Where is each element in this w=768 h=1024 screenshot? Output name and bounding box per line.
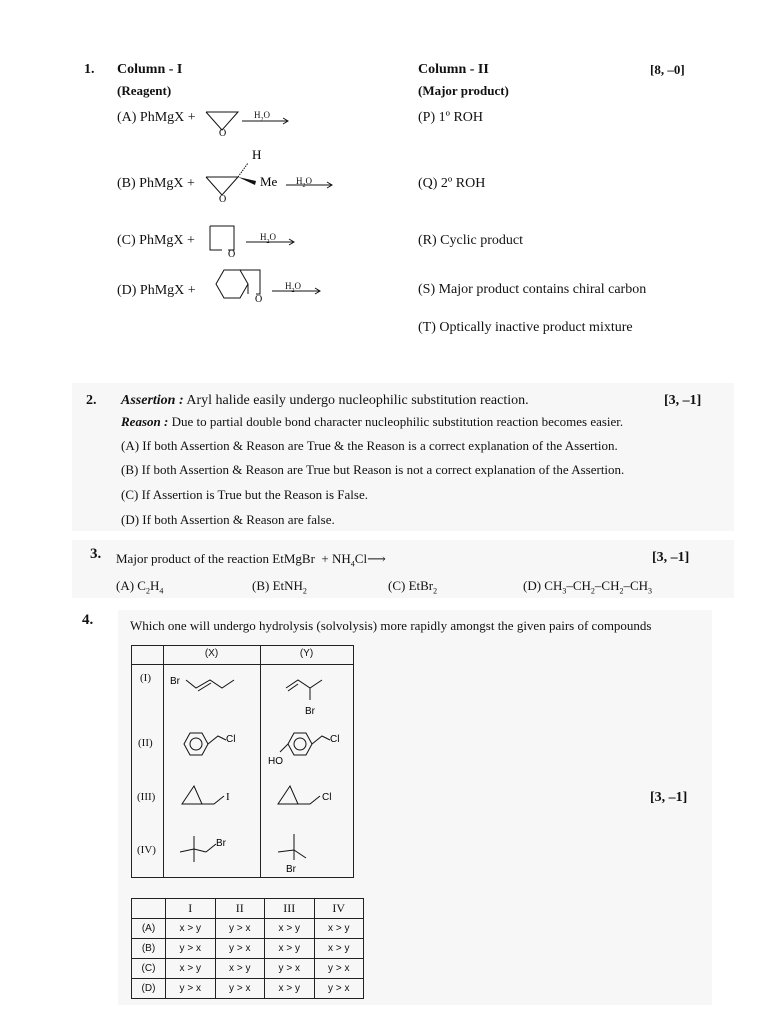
q2-marks: [3, –1] (664, 393, 702, 408)
q1-reagent-d-label: (D) PhMgX + (117, 283, 196, 298)
q2-option-c: (C) If Assertion is True but the Reason is False. (121, 487, 368, 502)
q1-reagent-c-label: (C) PhMgX + (117, 233, 195, 248)
methyl-label: Me (260, 174, 278, 189)
oxetane-structure (200, 220, 310, 262)
bromine-label: Br (305, 706, 315, 717)
q1-col1-title: Column - I (117, 62, 183, 77)
answer-cell: y > x (215, 919, 265, 939)
answer-cell: y > x (265, 959, 315, 979)
q1-product-p: (P) 1º ROH (418, 110, 484, 125)
q2-reason (121, 414, 623, 430)
answer-cell: x > y (166, 919, 216, 939)
q4-stem: Which one will undergo hydrolysis (solvolysis) more rapidly amongst the given pairs of compounds (130, 618, 652, 633)
q3-option-c: (C) EtBr$_2$ (388, 578, 438, 596)
column-x-header: (X) (204, 648, 219, 659)
answer-table (131, 898, 364, 999)
q1-reagent-b-label: (B) PhMgX + (117, 176, 195, 191)
option-label: (A) (132, 919, 166, 939)
compound-i-x (168, 670, 258, 700)
q3-number: 3. (90, 546, 102, 562)
table-divider (260, 646, 261, 877)
table-row[interactable] (132, 939, 364, 959)
iodine-label: I (226, 791, 230, 803)
answer-cell: x > y (314, 919, 364, 939)
row-ii-label: (II) (138, 737, 153, 749)
compound-iii-x (176, 780, 256, 814)
compound-iv-x (176, 832, 256, 868)
row-iv-label: (IV) (137, 844, 156, 856)
hydroxyl-label: HO (268, 756, 283, 767)
q3-stem: Major product of the reaction EtMgBr + $NH_4Cl⟶$ (116, 551, 386, 569)
q2-assertion (121, 393, 529, 409)
q1-marks: [8, –0] (650, 62, 685, 77)
answer-cell: x > y (314, 939, 364, 959)
answer-cell: x > y (215, 959, 265, 979)
answer-cell: y > x (166, 979, 216, 999)
q2-option-a: (A) If both Assertion & Reason are True & the Reason is a correct explanation of the Assertion. (121, 438, 618, 453)
chlorine-label: Cl (322, 792, 332, 803)
compound-i-y (282, 670, 352, 720)
answer-header-ii: II (215, 899, 265, 919)
ring-oxygen-label: O (255, 294, 263, 305)
answer-cell: y > x (215, 979, 265, 999)
bromine-label: Br (216, 838, 226, 849)
q3-option-a: (A) $C_2H_4$ (116, 578, 164, 596)
q1-reagent-d-condition: $H_2O$ (285, 281, 301, 294)
answer-table-header-row (132, 899, 364, 919)
q3-option-b: (B) EtNH$_2$ (252, 578, 307, 596)
option-label: (D) (132, 979, 166, 999)
substituted-epoxide-structure (200, 145, 340, 205)
q4-marks: [3, –1] (650, 790, 688, 805)
q1-col1-subtitle: (Reagent) (117, 83, 172, 98)
table-row[interactable] (132, 959, 364, 979)
compound-iii-y (274, 780, 354, 814)
answer-cell: y > x (215, 939, 265, 959)
reason-text: Due to partial double bond character nucleophilic substitution reaction becomes easier. (171, 414, 624, 429)
option-label: (B) (132, 939, 166, 959)
bicyclic-oxetane-structure (200, 264, 330, 310)
q1-product-r: (R) Cyclic product (418, 233, 523, 248)
answer-cell: y > x (314, 959, 364, 979)
q1-reagent-b-condition: $H_2O$ (296, 176, 312, 189)
q2-number: 2. (86, 393, 97, 408)
bromine-label: Br (170, 676, 180, 687)
table-divider (163, 646, 164, 877)
answer-cell: x > y (265, 939, 315, 959)
compound-table (131, 645, 354, 878)
answer-cell: y > x (166, 939, 216, 959)
answer-header-iii: III (265, 899, 315, 919)
answer-header-i: I (166, 899, 216, 919)
q4-number: 4. (82, 612, 94, 628)
hydrogen-label: H (252, 147, 262, 162)
reason-label: Reason : (121, 414, 169, 429)
ring-oxygen-label: O (219, 194, 227, 205)
q1-reagent-a-label: (A) PhMgX + (117, 110, 196, 125)
q1-product-t: (T) Optically inactive product mixture (418, 320, 633, 335)
table-row[interactable] (132, 979, 364, 999)
table-divider (132, 664, 353, 665)
q1-reagent-a-condition: $H_2O$ (254, 110, 270, 123)
answer-cell: x > y (166, 959, 216, 979)
compound-ii-y (268, 724, 352, 768)
ring-oxygen-label: O (219, 128, 227, 136)
column-y-header: (Y) (299, 648, 314, 659)
bromine-label: Br (286, 864, 296, 875)
q1-product-q: (Q) 2º ROH (418, 176, 486, 191)
ring-oxygen-label: O (228, 249, 236, 260)
q2-option-d: (D) If both Assertion & Reason are false. (121, 512, 335, 527)
answer-cell: y > x (314, 979, 364, 999)
epoxide-structure (200, 104, 300, 136)
chlorine-label: Cl (330, 734, 340, 745)
q3-marks: [3, –1] (652, 550, 690, 565)
q1-number: 1. (84, 62, 95, 77)
row-i-label: (I) (140, 672, 151, 684)
answer-cell: x > y (265, 919, 315, 939)
row-iii-label: (III) (137, 791, 156, 803)
compound-ii-x (176, 724, 256, 764)
option-label: (C) (132, 959, 166, 979)
q1-col2-title: Column - II (418, 62, 489, 77)
q1-col2-subtitle: (Major product) (418, 83, 509, 98)
table-row[interactable] (132, 919, 364, 939)
q1-product-s: (S) Major product contains chiral carbon (418, 282, 647, 297)
q2-option-b: (B) If both Assertion & Reason are True but Reason is not a correct explanation of the Assertion. (121, 462, 625, 477)
assertion-text: Aryl halide easily undergo nucleophilic substitution reaction. (186, 393, 529, 408)
answer-table-corner (132, 899, 166, 919)
answer-header-iv: IV (314, 899, 364, 919)
chlorine-label: Cl (226, 734, 236, 745)
answer-cell: x > y (265, 979, 315, 999)
q1-reagent-c-condition: $H_2O$ (260, 232, 276, 245)
assertion-label: Assertion : (121, 393, 184, 408)
q3-option-d: (D) $CH_3-CH_2-CH_2-CH_3$ (523, 578, 653, 596)
compound-iv-y (272, 830, 352, 876)
